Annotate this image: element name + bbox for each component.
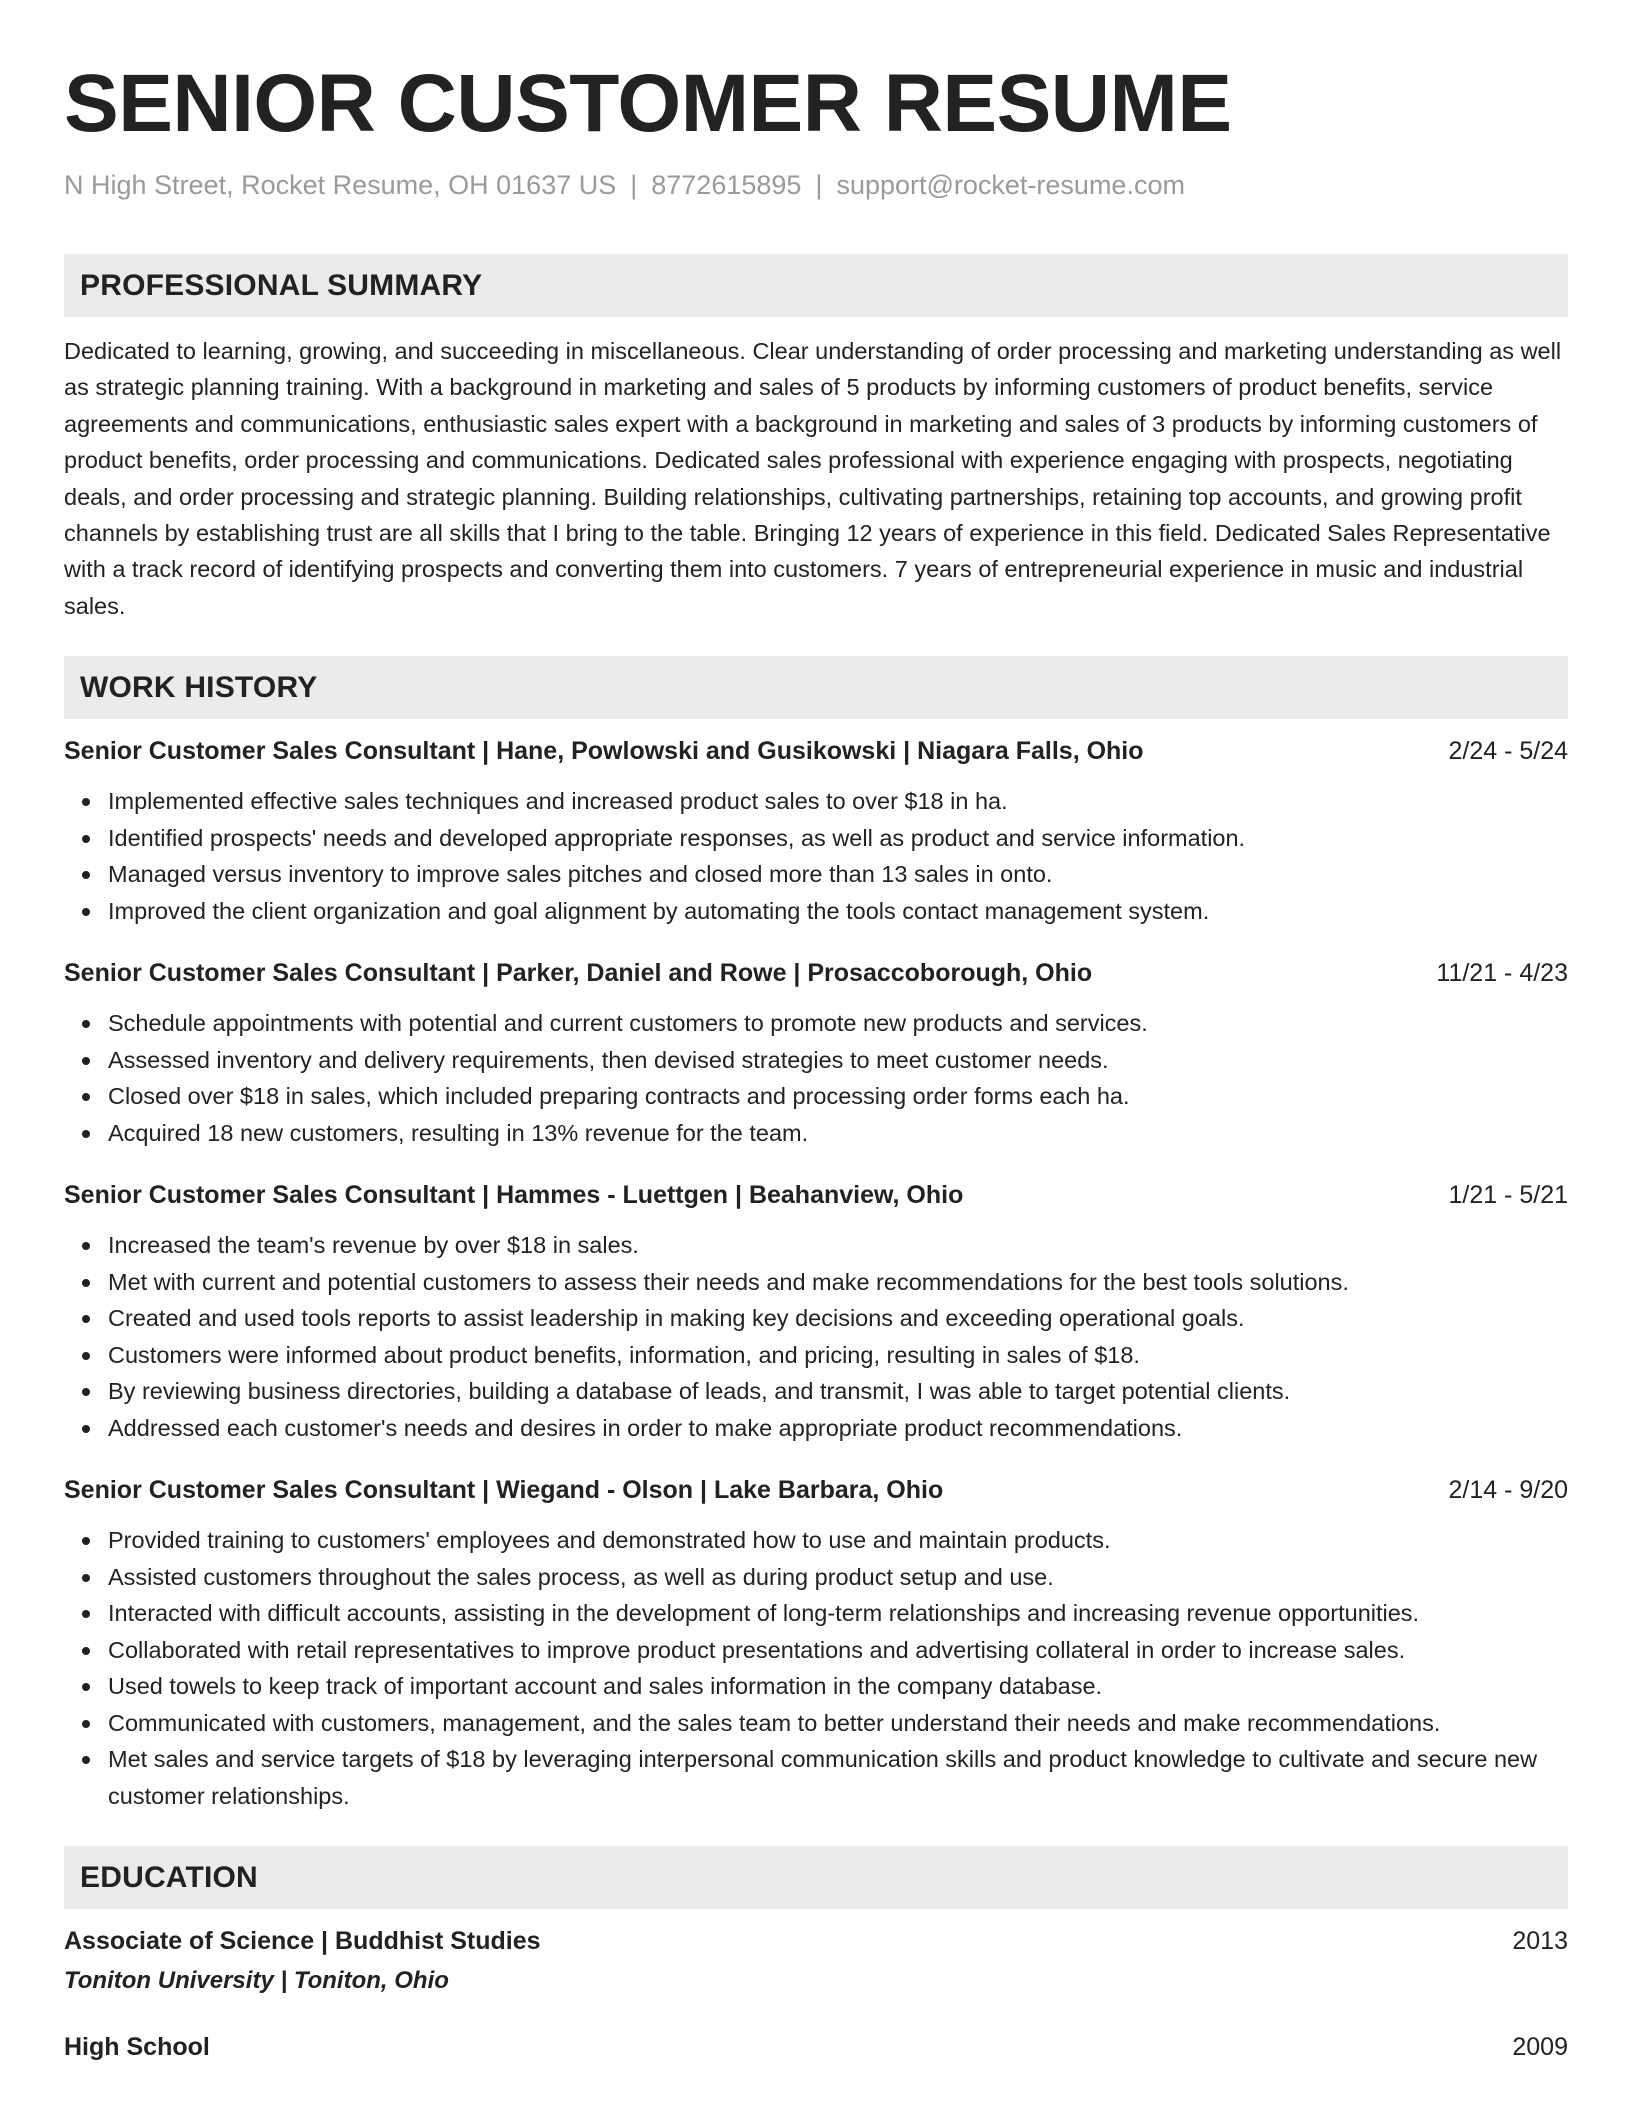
job-bullet <box>108 1042 1568 1079</box>
job-bullet <box>108 1078 1568 1115</box>
resume-title: SENIOR CUSTOMER RESUME <box>64 58 1232 149</box>
job-bullet <box>108 1300 1568 1337</box>
job-bullet <box>108 1115 1568 1152</box>
contact-email: support@rocket-resume.com <box>836 170 1185 200</box>
bullet-dot-icon <box>82 1315 90 1323</box>
bullet-dot-icon <box>82 1610 90 1618</box>
education-entry <box>64 1923 1568 1999</box>
education-school: Toniton University | Toniton, Ohio <box>64 1967 449 1995</box>
bullet-dot-icon <box>82 1279 90 1287</box>
job-bullet <box>108 1595 1568 1632</box>
bullet-text: Increased the team's revenue by over $18 in sales. <box>108 1232 639 1259</box>
job-bullet <box>108 1741 1568 1814</box>
bullet-text: Used towels to keep track of important account and sales information in the company database. <box>108 1673 1103 1700</box>
bullet-dot-icon <box>82 1574 90 1582</box>
bullet-text: Schedule appointments with potential and current customers to promote new products and services. <box>108 1010 1148 1037</box>
education-degree: High School <box>64 2033 210 2062</box>
job-header <box>64 1177 1568 1213</box>
bullet-text: Managed versus inventory to improve sales pitches and closed more than 13 sales in onto. <box>108 861 1053 888</box>
section-header-summary: PROFESSIONAL SUMMARY <box>64 254 1568 317</box>
bullet-text: Interacted with difficult accounts, assisting in the development of long-term relationships and increasing revenue opportunities. <box>108 1600 1420 1627</box>
job-bullet <box>108 1005 1568 1042</box>
job-bullet <box>108 856 1568 893</box>
job-entry <box>64 733 1568 929</box>
education-header <box>64 1923 1568 1959</box>
bullet-dot-icon <box>82 1352 90 1360</box>
job-title: Senior Customer Sales Consultant | Parker, Daniel and Rowe | Prosaccoborough, Ohio <box>64 959 1093 988</box>
job-bullets <box>64 783 1568 929</box>
job-bullet <box>108 1227 1568 1264</box>
bullet-text: Communicated with customers, management, and the sales team to better understand their needs and make recommendations. <box>108 1709 1441 1736</box>
bullet-text: Implemented effective sales techniques and increased product sales to over $18 in ha. <box>108 788 1008 815</box>
bullet-text: Acquired 18 new customers, resulting in 13% revenue for the team. <box>108 1119 809 1146</box>
bullet-text: Assisted customers throughout the sales process, as well as during product setup and use. <box>108 1563 1054 1590</box>
bullet-text: Created and used tools reports to assist leadership in making key decisions and exceeding operational goals. <box>108 1305 1245 1332</box>
job-entry <box>64 1472 1568 1814</box>
job-bullet <box>108 1705 1568 1742</box>
bullet-text: By reviewing business directories, building a database of leads, and transmit, I was able to target potential clients. <box>108 1378 1291 1405</box>
job-title: Senior Customer Sales Consultant | Wiegand - Olson | Lake Barbara, Ohio <box>64 1476 944 1505</box>
job-title: Senior Customer Sales Consultant | Hane, Powlowski and Gusikowski | Niagara Falls, Ohio <box>64 737 1144 766</box>
bullet-text: Met with current and potential customers to assess their needs and make recommendations for the best tools solutions. <box>108 1268 1349 1295</box>
bullet-dot-icon <box>82 1647 90 1655</box>
bullet-text: Identified prospects' needs and developed appropriate responses, as well as product and service information. <box>108 824 1246 851</box>
bullet-dot-icon <box>82 835 90 843</box>
bullet-dot-icon <box>82 1425 90 1433</box>
bullet-dot-icon <box>82 871 90 879</box>
job-bullet <box>108 820 1568 857</box>
section-header-work-history: WORK HISTORY <box>64 656 1568 719</box>
bullet-text: Assessed inventory and delivery requirements, then devised strategies to meet customer needs. <box>108 1046 1109 1073</box>
job-entry <box>64 955 1568 1151</box>
job-bullet <box>108 1410 1568 1447</box>
education-header <box>64 2029 1568 2065</box>
summary-text: Dedicated to learning, growing, and succeeding in miscellaneous. Clear understanding of order processing and marketing understanding as well as strategic planning training. With a background in marketing and sales of 5 products by informing customers of product benefits, service agreements and communications, enthusiastic sales expert with a background in marketing and sales of 3 products by informing customers of product benefits, order processing and communications. Dedicated sales professional with experience engaging with prospects, negotiating deals, and order processing and strategic planning. Building relationships, cultivating partnerships, retaining top accounts, and growing profit channels by establishing trust are all skills that I bring to the table. Bringing 12 years of experience in this field. Dedicated Sales Representative with a track record of identifying prospects and converting them into customers. 7 years of entrepreneurial experience in music and industrial sales. <box>64 338 1562 619</box>
job-bullets <box>64 1522 1568 1814</box>
bullet-dot-icon <box>82 1130 90 1138</box>
job-bullet <box>108 1522 1568 1559</box>
education-year: 2013 <box>1512 1927 1568 1956</box>
education-year: 2009 <box>1512 2033 1568 2062</box>
bullet-text: Customers were informed about product benefits, information, and pricing, resulting in sales of $18. <box>108 1341 1140 1368</box>
bullet-text: Provided training to customers' employees and demonstrated how to use and maintain products. <box>108 1527 1111 1554</box>
job-header <box>64 733 1568 769</box>
job-bullets <box>64 1227 1568 1446</box>
bullet-text: Closed over $18 in sales, which included preparing contracts and processing order forms each ha. <box>108 1083 1130 1110</box>
job-bullet <box>108 1373 1568 1410</box>
job-dates: 1/21 - 5/21 <box>1448 1181 1568 1210</box>
job-bullet <box>108 783 1568 820</box>
job-dates: 2/24 - 5/24 <box>1448 737 1568 766</box>
contact-separator: | <box>815 170 823 200</box>
work-history-list <box>64 733 1568 1814</box>
job-header <box>64 1472 1568 1508</box>
bullet-dot-icon <box>82 1683 90 1691</box>
bullet-dot-icon <box>82 1756 90 1764</box>
bullet-dot-icon <box>82 1020 90 1028</box>
job-bullet <box>108 1632 1568 1669</box>
bullet-text: Collaborated with retail representatives to improve product presentations and advertising collateral in order to increase sales. <box>108 1636 1406 1663</box>
contact-separator: | <box>630 170 638 200</box>
bullet-text: Improved the client organization and goal alignment by automating the tools contact management system. <box>108 897 1210 924</box>
bullet-dot-icon <box>82 1093 90 1101</box>
section-header-education: EDUCATION <box>64 1846 1568 1909</box>
job-dates: 2/14 - 9/20 <box>1448 1476 1568 1505</box>
job-bullet <box>108 1668 1568 1705</box>
education-entry <box>64 2029 1568 2065</box>
job-bullet <box>108 893 1568 930</box>
bullet-dot-icon <box>82 1388 90 1396</box>
job-entry <box>64 1177 1568 1446</box>
job-title: Senior Customer Sales Consultant | Hammes - Luettgen | Beahanview, Ohio <box>64 1181 964 1210</box>
contact-line <box>64 168 1568 202</box>
bullet-text: Addressed each customer's needs and desires in order to make appropriate product recommendations. <box>108 1414 1183 1441</box>
bullet-dot-icon <box>82 908 90 916</box>
job-bullet <box>108 1337 1568 1374</box>
job-bullets <box>64 1005 1568 1151</box>
bullet-dot-icon <box>82 1537 90 1545</box>
contact-address: N High Street, Rocket Resume, OH 01637 US <box>64 170 617 200</box>
job-header <box>64 955 1568 991</box>
bullet-dot-icon <box>82 1242 90 1250</box>
bullet-text: Met sales and service targets of $18 by leveraging interpersonal communication skills and product knowledge to cultivate and secure new customer relationships. <box>108 1746 1538 1809</box>
bullet-dot-icon <box>82 1720 90 1728</box>
job-dates: 11/21 - 4/23 <box>1436 959 1568 988</box>
education-degree: Associate of Science | Buddhist Studies <box>64 1927 541 1956</box>
job-bullet <box>108 1264 1568 1301</box>
job-bullet <box>108 1559 1568 1596</box>
bullet-dot-icon <box>82 1057 90 1065</box>
education-list <box>64 1923 1568 2065</box>
bullet-dot-icon <box>82 798 90 806</box>
contact-phone: 8772615895 <box>651 170 802 200</box>
